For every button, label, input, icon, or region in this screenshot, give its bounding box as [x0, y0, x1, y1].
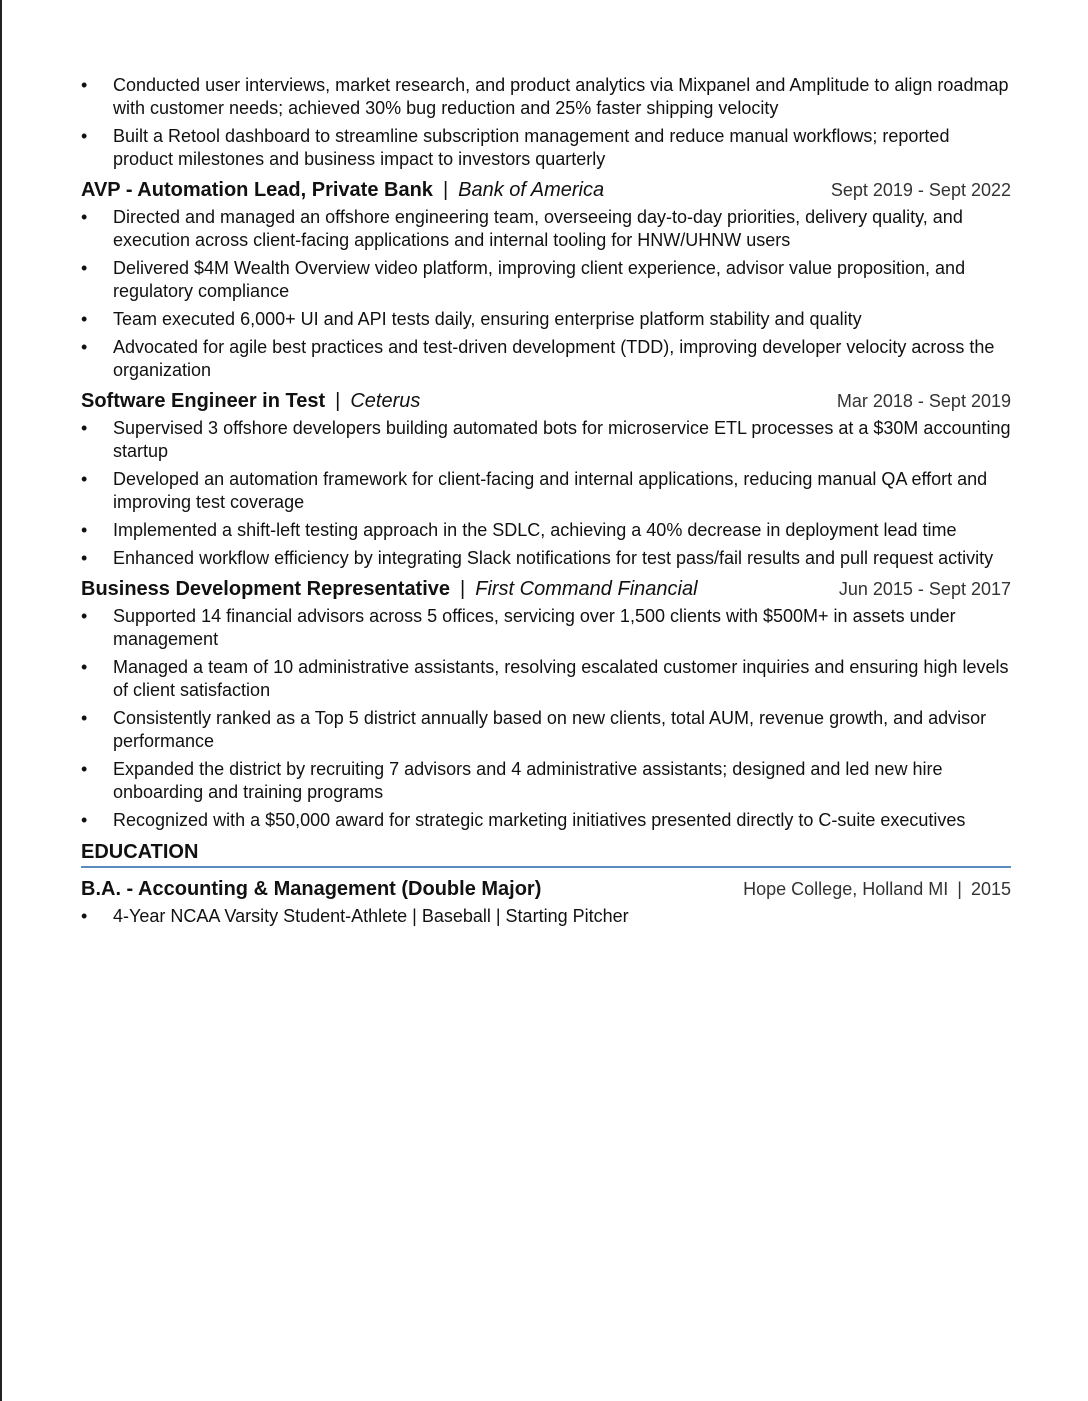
list-item [81, 257, 1011, 303]
education-header [81, 877, 1011, 901]
bullet-text: Enhanced workflow efficiency by integrating Slack notifications for test pass/fail results and pull request activity [113, 548, 994, 568]
list-item [81, 336, 1011, 382]
separator: | [442, 179, 449, 201]
bullet-text: Conducted user interviews, market research, and product analytics via Mixpanel and Amplitude to align roadmap with customer needs; achieved 30% bug reduction and 25% faster shipping velocity [113, 75, 1009, 118]
bullet-text: Advocated for agile best practices and test-driven development (TDD), improving developer velocity across the organization [113, 337, 995, 380]
bullet-icon: • [81, 708, 88, 728]
bullet-text: 4-Year NCAA Varsity Student-Athlete | Baseball | Starting Pitcher [113, 906, 629, 926]
list-item [81, 125, 1011, 171]
bullet-icon: • [81, 418, 88, 438]
list-item [81, 758, 1011, 804]
bullet-icon: • [81, 906, 88, 926]
job-bullet-list [81, 206, 1011, 382]
bullet-text: Expanded the district by recruiting 7 advisors and 4 administrative assistants; designed and led new hire onboarding and training programs [113, 759, 943, 802]
bullet-icon: • [81, 520, 88, 540]
bullet-icon: • [81, 258, 88, 278]
bullet-icon: • [81, 469, 88, 489]
list-item [81, 656, 1011, 702]
list-item [81, 417, 1011, 463]
education-bullet-list [81, 905, 1011, 928]
job-title: Business Development Representative [81, 578, 451, 600]
list-item [81, 605, 1011, 651]
list-item [81, 74, 1011, 120]
job-dates: Mar 2018 - Sept 2019 [836, 391, 1011, 411]
job-header [81, 178, 1011, 202]
job-title: Software Engineer in Test [81, 390, 326, 412]
education-year: 2015 [970, 879, 1011, 899]
bullet-text: Supported 14 financial advisors across 5 offices, servicing over 1,500 clients with $500M+ in assets under management [113, 606, 956, 649]
bullet-icon: • [81, 207, 88, 227]
bullet-text: Team executed 6,000+ UI and API tests daily, ensuring enterprise platform stability and quality [113, 309, 862, 329]
bullet-text: Built a Retool dashboard to streamline subscription management and reduce manual workflows; reported product milestones and business impact to investors quarterly [113, 126, 950, 169]
education-school: Hope College, Holland MI [743, 879, 949, 899]
separator: | [957, 879, 962, 899]
job-company: First Command Financial [475, 578, 698, 600]
list-item [81, 468, 1011, 514]
separator: | [460, 578, 466, 600]
job-bullet-list [81, 417, 1011, 570]
bullet-icon: • [81, 810, 88, 830]
bullet-text: Recognized with a $50,000 award for strategic marketing initiatives presented directly to C-suite executives [113, 810, 966, 830]
job-bullet-list [81, 605, 1011, 832]
education-school-line [743, 877, 1011, 901]
bullet-icon: • [81, 126, 88, 146]
bullet-icon: • [81, 548, 88, 568]
list-item [81, 809, 1011, 832]
bullet-text: Developed an automation framework for client-facing and internal applications, reducing manual QA effort and improving test coverage [113, 469, 988, 512]
bullet-text: Supervised 3 offshore developers building automated bots for microservice ETL processes at a $30M accounting startup [113, 418, 1011, 461]
bullet-icon: • [81, 657, 88, 677]
separator: | [335, 390, 341, 412]
list-item [81, 206, 1011, 252]
job-title-line [81, 389, 420, 413]
bullet-text: Delivered $4M Wealth Overview video platform, improving client experience, advisor value proposition, and regulatory compliance [113, 258, 966, 301]
job-dates: Jun 2015 - Sept 2017 [838, 579, 1011, 599]
bullet-text: Managed a team of 10 administrative assistants, resolving escalated customer inquiries and ensuring high levels of client satisfaction [113, 657, 1009, 700]
list-item [81, 905, 1011, 928]
resume-content [81, 74, 1011, 933]
education-degree: B.A. - Accounting & Management (Double Major) [81, 878, 542, 900]
job-dates: Sept 2019 - Sept 2022 [830, 180, 1011, 200]
job-title: AVP - Automation Lead, Private Bank [81, 179, 433, 201]
top-bullet-list [81, 74, 1011, 171]
list-item [81, 308, 1011, 331]
bullet-text: Consistently ranked as a Top 5 district annually based on new clients, total AUM, revenue growth, and advisor performance [113, 708, 987, 751]
job-header [81, 577, 1011, 601]
bullet-icon: • [81, 309, 88, 329]
bullet-text: Directed and managed an offshore engineering team, overseeing day-to-day priorities, delivery quality, and execution across client-facing applications and internal tooling for HNW/UHNW users [113, 207, 963, 250]
list-item [81, 707, 1011, 753]
education-heading: EDUCATION [81, 840, 1011, 868]
bullet-icon: • [81, 759, 88, 779]
bullet-icon: • [81, 337, 88, 357]
job-company: Bank of America [458, 179, 605, 201]
job-title-line [81, 178, 604, 202]
list-item [81, 519, 1011, 542]
job-title-line [81, 577, 698, 601]
bullet-text: Implemented a shift-left testing approach in the SDLC, achieving a 40% decrease in deployment lead time [113, 520, 957, 540]
job-company: Ceterus [350, 390, 421, 412]
bullet-icon: • [81, 75, 88, 95]
bullet-icon: • [81, 606, 88, 626]
job-header [81, 389, 1011, 413]
list-item [81, 547, 1011, 570]
